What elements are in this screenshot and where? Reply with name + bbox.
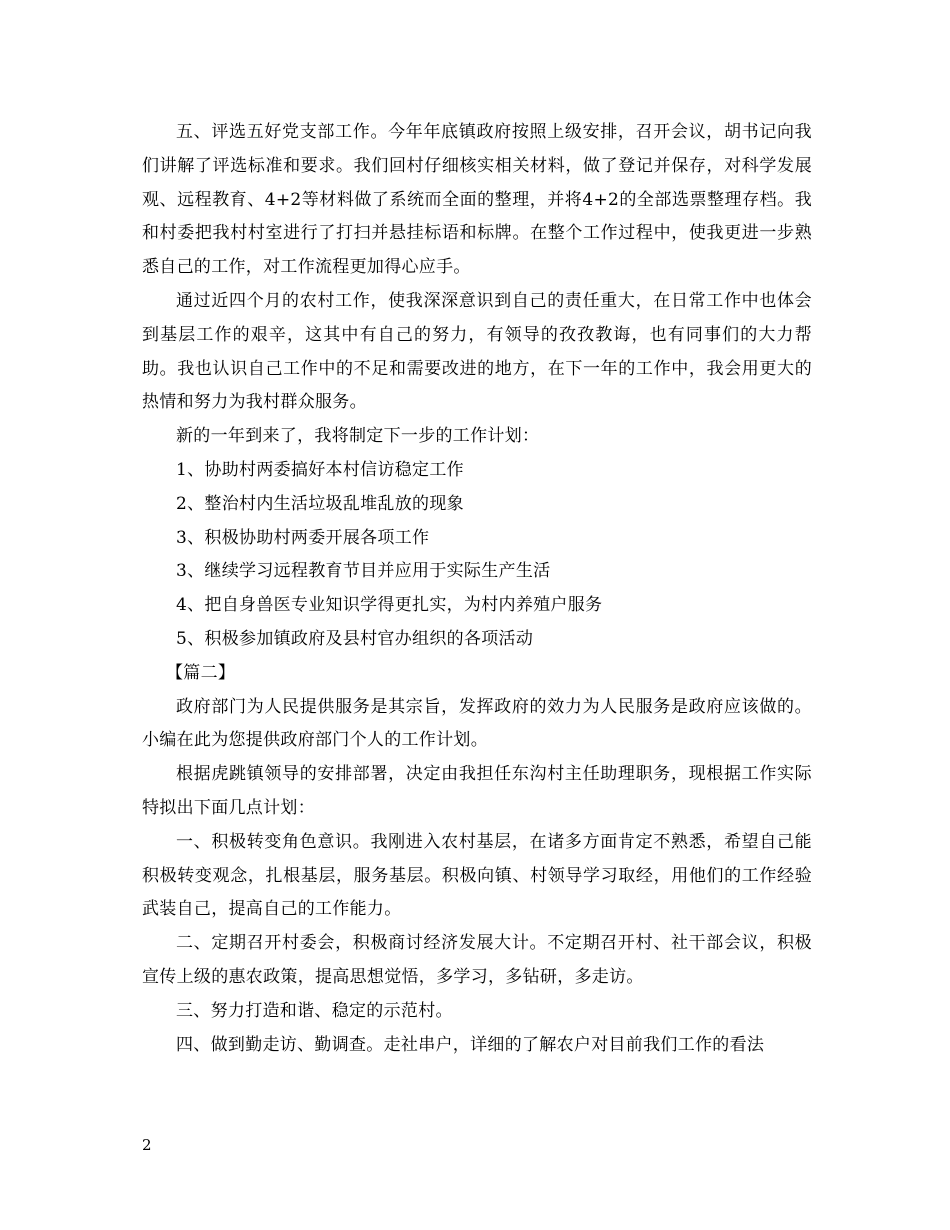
paragraph-point-2: 二、定期召开村委会，积极商讨经济发展大计。不定期召开村、社干部会议，积极宣传上级的惠农政策，提高思想觉悟，多学习，多钻研，多走访。 [142, 933, 812, 987]
paragraph-point-3: 三、努力打造和谐、稳定的示范村。 [176, 1000, 453, 1021]
plan-item-5: 5、积极参加镇政府及县村官办组织的各项活动 [176, 628, 534, 649]
paragraph-point-1: 一、积极转变角色意识。我刚进入农村基层，在诸多方面肯定不熟悉，希望自己能积极转变观念，扎根基层，服务基层。积极向镇、村领导学习取经，用他们的工作经验武装自己，提高自己的工作能力。 [142, 831, 812, 920]
document-body [142, 116, 812, 1062]
plan-item-3b: 3、继续学习远程教育节目并应用于实际生产生活 [176, 561, 551, 582]
paragraph-plan-intro: 新的一年到来了，我将制定下一步的工作计划： [176, 426, 540, 447]
plan-item-1: 1、协助村两委搞好本村信访稳定工作 [176, 459, 464, 480]
plan-item-2: 2、整治村内生活垃圾乱堆乱放的现象 [176, 493, 464, 514]
section-heading: 【篇二】 [166, 662, 236, 683]
paragraph-evaluation: 五、评选五好党支部工作。今年年底镇政府按照上级安排，召开会议，胡书记向我们讲解了评选标准和要求。我们回村仔细核实相关材料，做了登记并保存，对科学发展观、远程教育、4+2等材料做了系统而全面的整理，并将4+2的全部选票整理存档。我和村委把我村村室进行了打扫并悬挂标语和标牌。在整个工作过程中，使我更进一步熟悉自己的工作，对工作流程更加得心应手。 [142, 122, 812, 278]
paragraph-reflection: 通过近四个月的农村工作，使我深深意识到自己的责任重大，在日常工作中也体会到基层工作的艰辛，这其中有自己的努力，有领导的孜孜教诲，也有同事们的大力帮助。我也认识自己工作中的不足和需要改进的地方，在下一年的工作中，我会用更大的热情和努力为我村群众服务。 [142, 290, 812, 413]
plan-item-3a: 3、积极协助村两委开展各项工作 [176, 527, 430, 548]
page-number: 2 [142, 1136, 152, 1154]
plan-item-4: 4、把自身兽医专业知识学得更扎实，为村内养殖户服务 [176, 595, 603, 616]
paragraph-point-4: 四、做到勤走访、勤调查。走社串户，详细的了解农户对目前我们工作的看法 [176, 1034, 765, 1055]
paragraph-assignment: 根据虎跳镇领导的安排部署，决定由我担任东沟村主任助理职务，现根据工作实际特拟出下面几点计划： [142, 764, 812, 818]
paragraph-preface: 政府部门为人民提供服务是其宗旨，发挥政府的效力为人民服务是政府应该做的。小编在此为您提供政府部门个人的工作计划。 [142, 696, 812, 751]
